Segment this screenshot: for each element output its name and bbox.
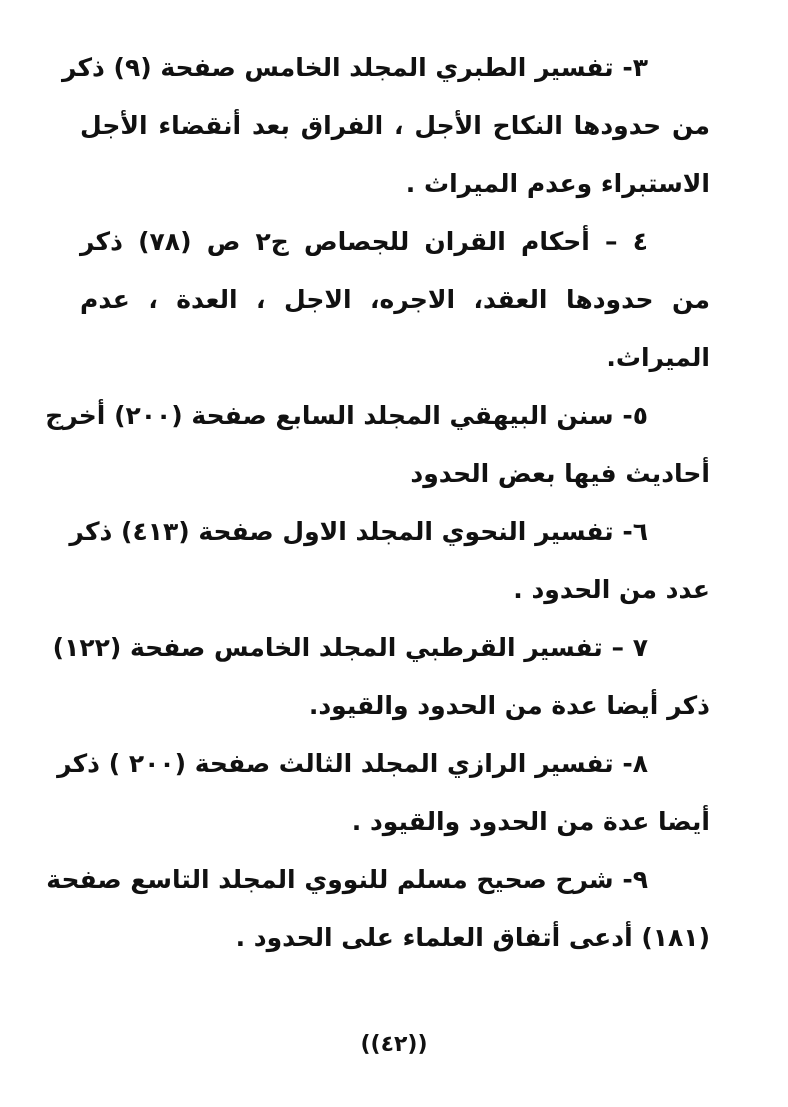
text-line-item-4-end: الميراث. — [606, 343, 710, 372]
document-page — [45, 48, 710, 1058]
text-line-item-8-start: ٨- تفسير الرازي المجلد الثالث صفحة (٢٠٠ ) ذكر — [57, 749, 648, 778]
page-number: ((٤٢)) — [360, 1032, 428, 1057]
text-line-item-7-end: ذكر أيضا عدة من الحدود والقيود. — [308, 691, 710, 720]
text-line-item-6-start: ٦- تفسير النحوي المجلد الاول صفحة (٤١٣) ذكر — [69, 517, 648, 546]
text-line-item-7-start: ٧ – تفسير القرطبي المجلد الخامس صفحة (١٢٢) — [52, 633, 648, 662]
text-line-item-3-start: ٣- تفسير الطبري المجلد الخامس صفحة (٩) ذكر — [61, 53, 648, 82]
text-line-item-6-end: عدد من الحدود . — [513, 575, 710, 604]
text-line-item-9-start: ٩- شرح صحيح مسلم للنووي المجلد التاسع صفحة — [46, 865, 648, 894]
text-line-item-5-start: ٥- سنن البيهقي المجلد السابع صفحة (٢٠٠) أخرج — [45, 401, 648, 430]
text-line-item-3-middle: من حدودها النكاح الأجل ، الفراق بعد أنقضاء الأجل — [80, 111, 710, 140]
text-line-item-8-end: أيضا عدة من الحدود والقيود . — [351, 807, 710, 836]
text-line-item-4-start: ٤ – أحكام القران للجصاص ج٢ ص (٧٨) ذكر — [80, 227, 648, 256]
text-line-item-5-end: أحاديث فيها بعض الحدود — [410, 459, 710, 488]
text-line-item-4-middle: من حدودها العقد، الاجره، الاجل ، العدة ، عدم — [80, 285, 710, 314]
text-line-item-9-end: (١٨١) أدعى أتفاق العلماء على الحدود . — [235, 923, 710, 952]
text-line-item-3-end: الاستبراء وعدم الميراث . — [405, 169, 710, 198]
